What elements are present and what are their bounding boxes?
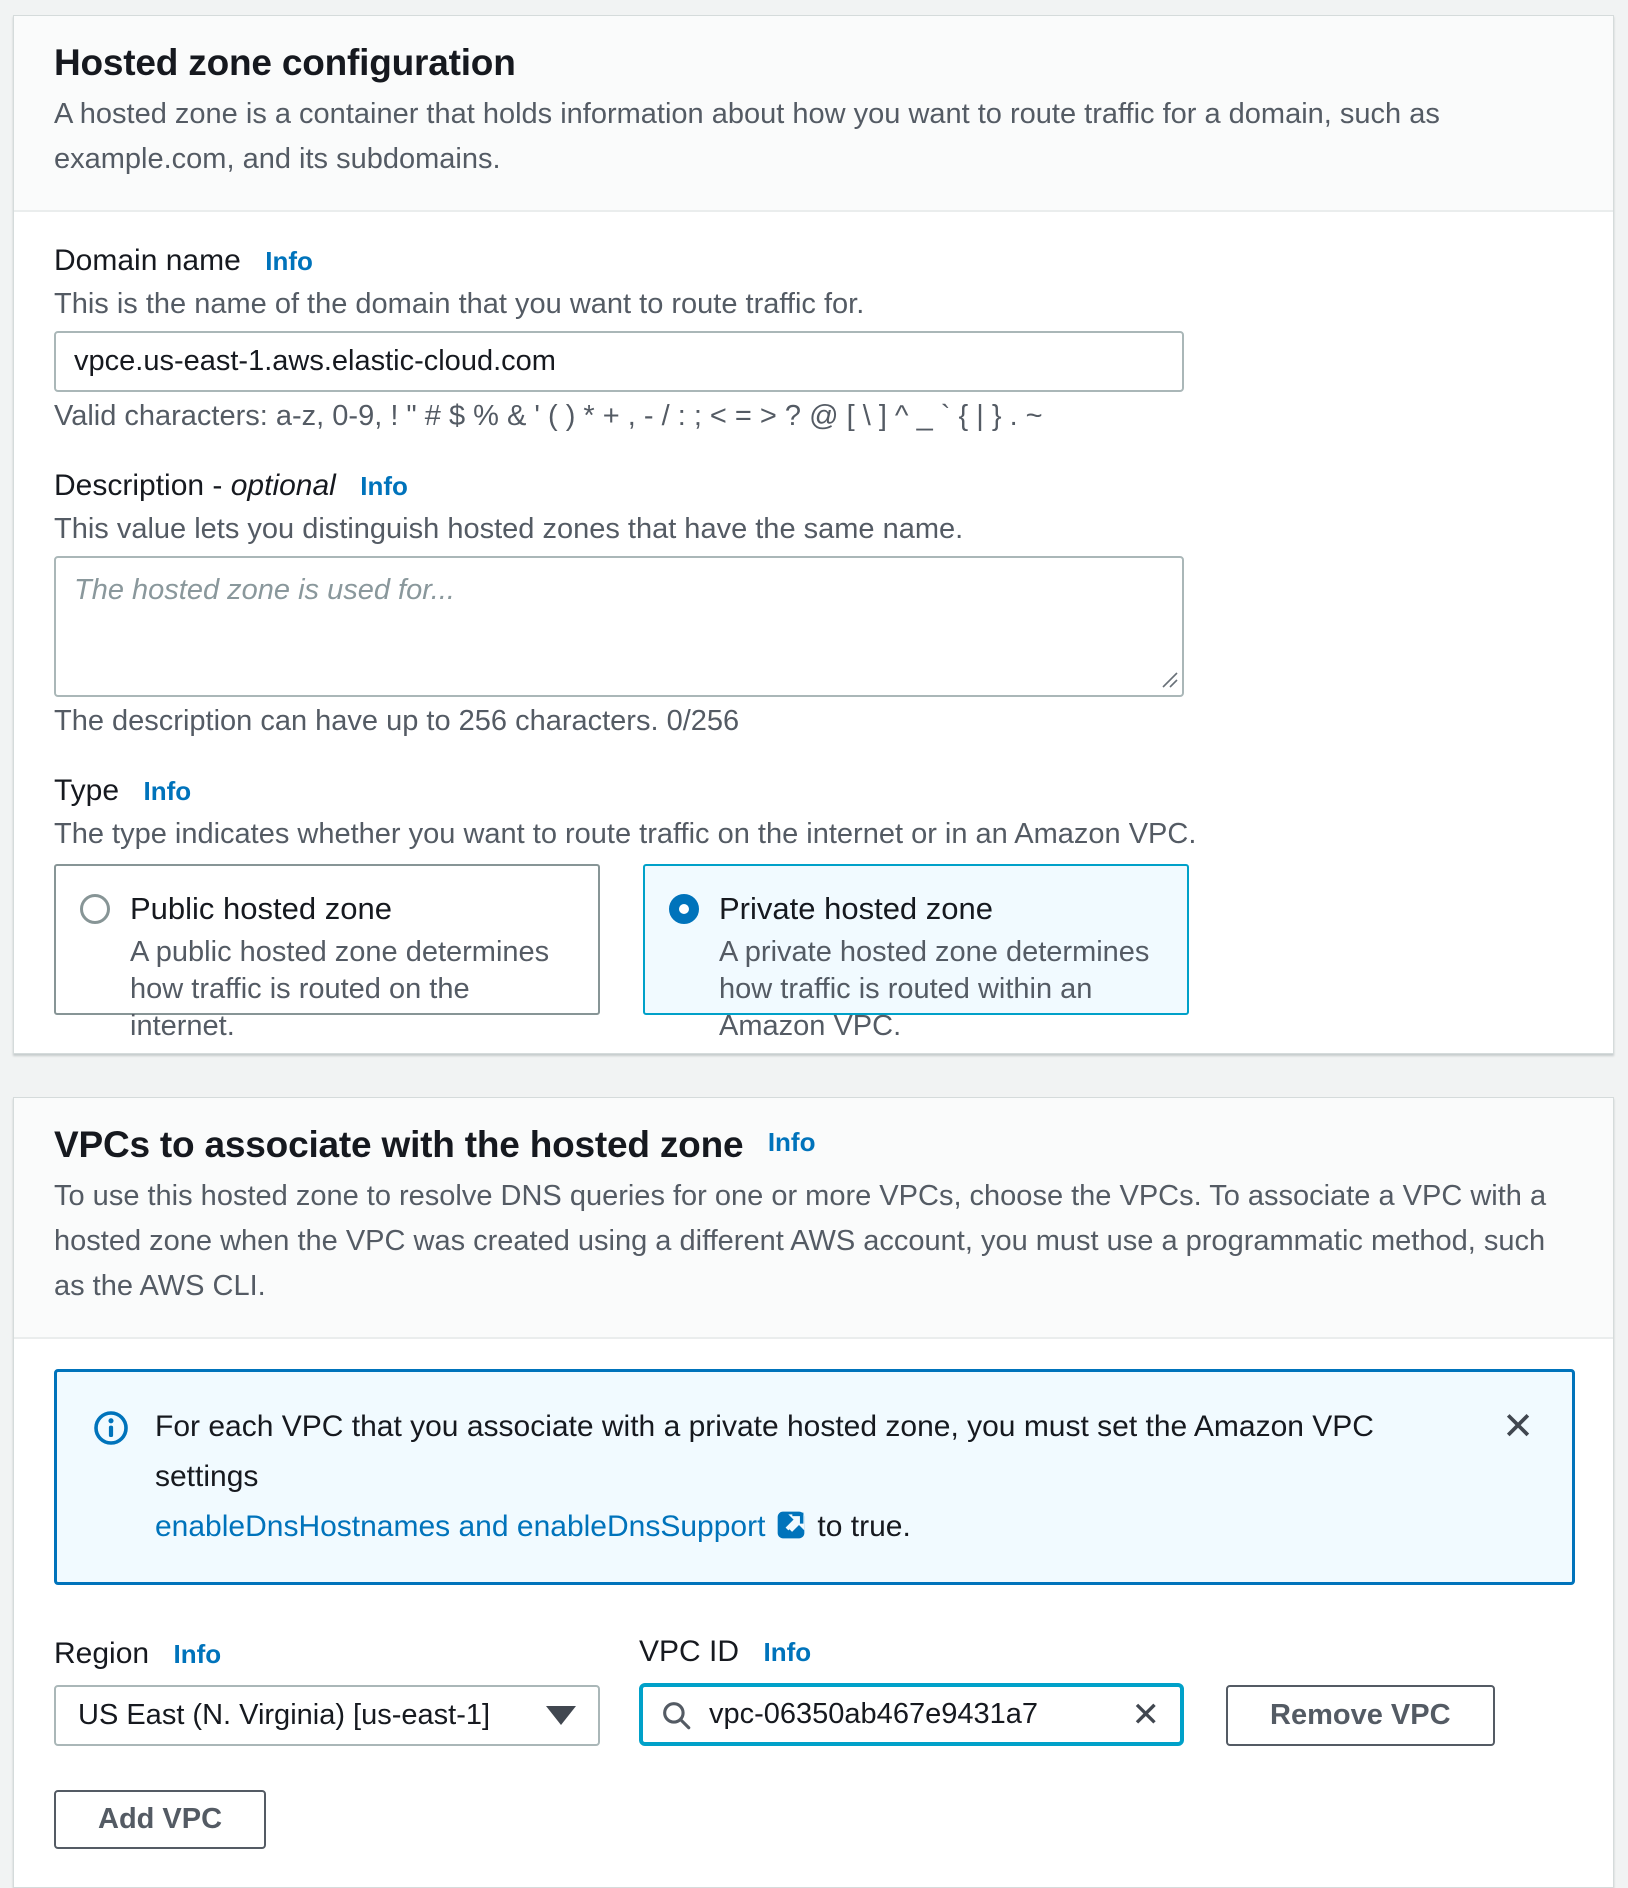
public-hosted-zone-label: Public hosted zone — [130, 891, 392, 926]
card-description: A hosted zone is a container that holds information about how you want to route traffic for a domain, such as example.com, and its subdomains. — [54, 98, 1440, 175]
vpcs-info-link[interactable]: Info — [767, 1127, 816, 1157]
type-radio-group — [54, 864, 1573, 1042]
domain-name-input[interactable] — [54, 331, 1184, 392]
region-column — [54, 1637, 600, 1746]
vpc-id-label-row — [639, 1635, 1184, 1669]
private-hosted-zone-label: Private hosted zone — [719, 891, 994, 926]
vpc-settings-info-alert — [54, 1369, 1575, 1585]
page-title: Hosted zone configuration — [54, 42, 516, 83]
radio-tile-private-hosted-zone[interactable] — [643, 864, 1189, 1042]
domain-name-info-link[interactable]: Info — [265, 246, 313, 276]
clear-icon[interactable]: ✕ — [1128, 1695, 1165, 1735]
radio-unchecked-icon[interactable] — [80, 894, 110, 924]
add-vpc-button[interactable]: Add VPC — [54, 1790, 266, 1849]
region-select-value: US East (N. Virginia) [us-east-1] — [78, 1699, 491, 1731]
vpcs-section-title: VPCs to associate with the hosted zone — [54, 1124, 744, 1165]
card-header — [14, 16, 1613, 212]
domain-name-helper: This is the name of the domain that you want to route traffic for. — [54, 288, 865, 320]
alert-text — [155, 1402, 1472, 1552]
chevron-down-icon — [546, 1706, 576, 1725]
vpcs-section-description: To use this hosted zone to resolve DNS queries for one or more VPCs, choose the VPCs. To associate a VPC with a hosted zone when the VPC was created using a different AWS account, you must use a programmatic method, such as the AWS CLI. — [54, 1180, 1547, 1302]
tile-head — [80, 891, 574, 927]
radio-tile-public-hosted-zone[interactable] — [54, 864, 600, 1042]
info-circle-icon — [93, 1410, 129, 1446]
remove-vpc-button[interactable]: Remove VPC — [1226, 1685, 1495, 1746]
vpc-association-row — [54, 1635, 1573, 1746]
type-label: Type — [54, 774, 120, 807]
private-hosted-zone-description: A private hosted zone determines how traffic is routed within an Amazon VPC. — [719, 936, 1150, 1042]
description-helper: This value lets you distinguish hosted zones that have the same name. — [54, 513, 964, 545]
vpc-id-label: VPC ID — [639, 1635, 740, 1668]
domain-name-label-row — [54, 244, 1573, 278]
description-label-row — [54, 469, 1573, 503]
alert-line1: For each VPC that you associate with a private hosted zone, you must set the Amazon VPC settings — [155, 1410, 1374, 1493]
vpc-id-column — [639, 1635, 1184, 1746]
enable-dns-link[interactable]: enableDnsHostnames and enableDnsSupport — [155, 1510, 766, 1543]
vpc-id-info-link[interactable]: Info — [763, 1637, 812, 1667]
domain-name-constraint: Valid characters: a-z, 0-9, ! " # $ % & ' ( ) * + , - / : ; < = > ? @ [ \ ] ^ _ ` { | } . ~ — [54, 400, 1043, 432]
type-helper: The type indicates whether you want to route traffic on the internet or in an Amazon VPC. — [54, 818, 1197, 850]
type-info-link[interactable]: Info — [143, 776, 192, 806]
description-textarea-wrap — [54, 556, 1184, 697]
type-field — [54, 774, 1573, 1042]
region-label: Region — [54, 1637, 150, 1670]
external-link-icon[interactable] — [775, 1509, 807, 1541]
resize-grip-icon[interactable] — [1155, 665, 1179, 689]
region-info-link[interactable]: Info — [173, 1639, 222, 1669]
tile-head — [669, 891, 1163, 927]
hosted-zone-configuration-card — [13, 15, 1614, 1054]
close-icon[interactable]: ✕ — [1498, 1402, 1538, 1452]
type-label-row — [54, 774, 1573, 808]
search-icon — [659, 1698, 693, 1732]
description-field — [54, 469, 1573, 738]
region-select[interactable] — [54, 1685, 600, 1746]
card-body — [14, 1339, 1613, 1887]
region-label-row — [54, 1637, 600, 1671]
domain-name-label: Domain name — [54, 244, 241, 277]
description-label: Description - optional — [54, 469, 336, 502]
vpc-id-input[interactable] — [707, 1697, 1114, 1732]
alert-line2-suffix: to true. — [817, 1510, 911, 1543]
public-hosted-zone-description: A public hosted zone determines how traffic is routed on the internet. — [130, 936, 550, 1042]
description-optional-label: optional — [230, 469, 336, 502]
card-body — [14, 212, 1613, 1053]
description-textarea[interactable] — [54, 556, 1184, 697]
radio-checked-icon[interactable] — [669, 894, 699, 924]
vpc-id-search-box — [639, 1683, 1184, 1746]
card-header — [14, 1098, 1613, 1339]
description-constraint: The description can have up to 256 characters. 0/256 — [54, 705, 740, 737]
vpcs-to-associate-card — [13, 1097, 1614, 1888]
description-info-link[interactable]: Info — [360, 471, 408, 501]
domain-name-field — [54, 244, 1573, 433]
